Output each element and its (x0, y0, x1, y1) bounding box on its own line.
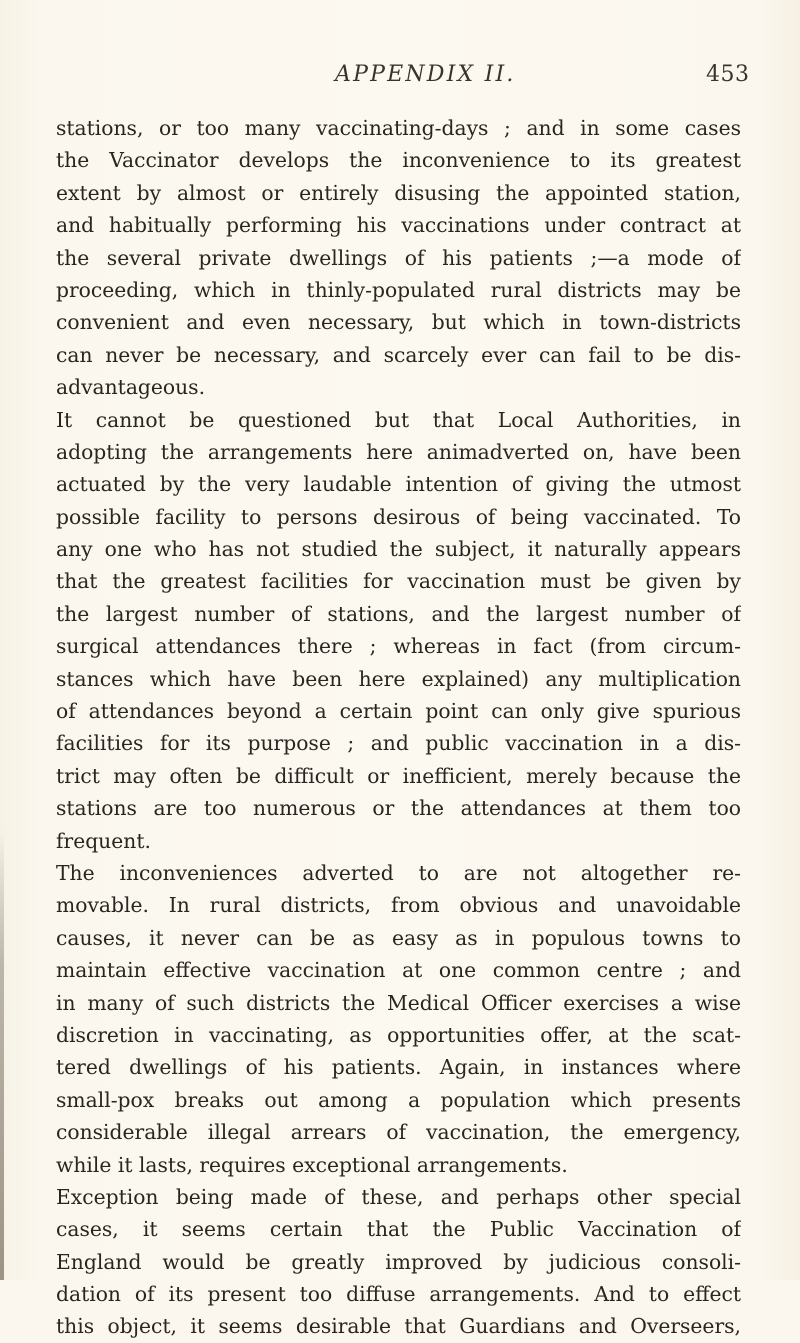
paragraph-start-line: The inconveniences adverted to are not altogether re- (56, 860, 741, 885)
text-line: causes, it never can be as easy as in populous towns to (56, 925, 741, 950)
paragraph-start-line: Exception being made of these, and perhaps other special (56, 1184, 741, 1209)
text-line: maintain effective vaccination at one common centre ; and (56, 958, 741, 983)
text-line: discretion in vaccinating, as opportunities offer, at the scat- (56, 1022, 741, 1047)
text-line: adopting the arrangements here animadverted on, have been (56, 439, 741, 464)
text-line: convenient and even necessary, but which in town-districts (56, 310, 741, 335)
text-line: actuated by the very laudable intention of giving the utmost (56, 472, 741, 497)
page-gutter-shadow (0, 830, 4, 1280)
paragraph-start-line: It cannot be questioned but that Local Authorities, in (56, 407, 741, 432)
text-line: in many of such districts the Medical Officer exercises a wise (56, 990, 741, 1015)
running-head: APPENDIX II. (335, 62, 516, 87)
text-line: can never be necessary, and scarcely ever can fail to be dis- (56, 342, 741, 367)
text-line: stations, or too many vaccinating-days ; and in some cases (56, 116, 741, 140)
text-line: frequent. (56, 828, 151, 853)
text-line: tered dwellings of his patients. Again, in instances where (56, 1055, 741, 1080)
text-line: advantageous. (56, 375, 206, 400)
text-line: proceeding, which in thinly-populated rural districts may be (56, 277, 741, 302)
text-line: stances which have been here explained) any multiplication (56, 666, 741, 691)
page-header (0, 62, 800, 92)
text-line: dation of its present too diffuse arrangements. And to effect (56, 1282, 741, 1307)
text-line: movable. In rural districts, from obvious and unavoidable (56, 893, 741, 918)
body-text (56, 112, 741, 1343)
text-line: trict may often be difficult or inefficient, merely because the (56, 763, 741, 788)
text-line: extent by almost or entirely disusing the appointed station, (56, 180, 741, 205)
text-line: surgical attendances there ; whereas in fact (from circum- (56, 634, 741, 659)
text-line: this object, it seems desirable that Guardians and Overseers, (56, 1314, 741, 1339)
text-line: the several private dwellings of his patients ;—a mode of (56, 245, 741, 270)
text-line: of attendances beyond a certain point can only give spurious (56, 699, 741, 724)
text-line: facilities for its purpose ; and public vaccination in a dis- (56, 731, 741, 756)
text-line: that the greatest facilities for vaccination must be given by (56, 569, 741, 594)
text-line: small-pox breaks out among a population which presents (56, 1087, 741, 1112)
text-line: stations are too numerous or the attendances at them too (56, 796, 741, 821)
text-line: any one who has not studied the subject, it naturally appears (56, 537, 741, 562)
text-line: cases, it seems certain that the Public Vaccination of (56, 1217, 741, 1242)
text-line: the Vaccinator develops the inconvenience to its greatest (56, 148, 741, 173)
page-number: 453 (706, 62, 750, 87)
text-line: England would be greatly improved by judicious consoli- (56, 1249, 741, 1274)
text-line: considerable illegal arrears of vaccination, the emergency, (56, 1120, 741, 1145)
text-line: while it lasts, requires exceptional arrangements. (56, 1152, 568, 1177)
text-line: and habitually performing his vaccinations under contract at (56, 213, 741, 238)
text-line: possible facility to persons desirous of being vaccinated. To (56, 504, 741, 529)
text-line: the largest number of stations, and the largest number of (56, 601, 741, 626)
